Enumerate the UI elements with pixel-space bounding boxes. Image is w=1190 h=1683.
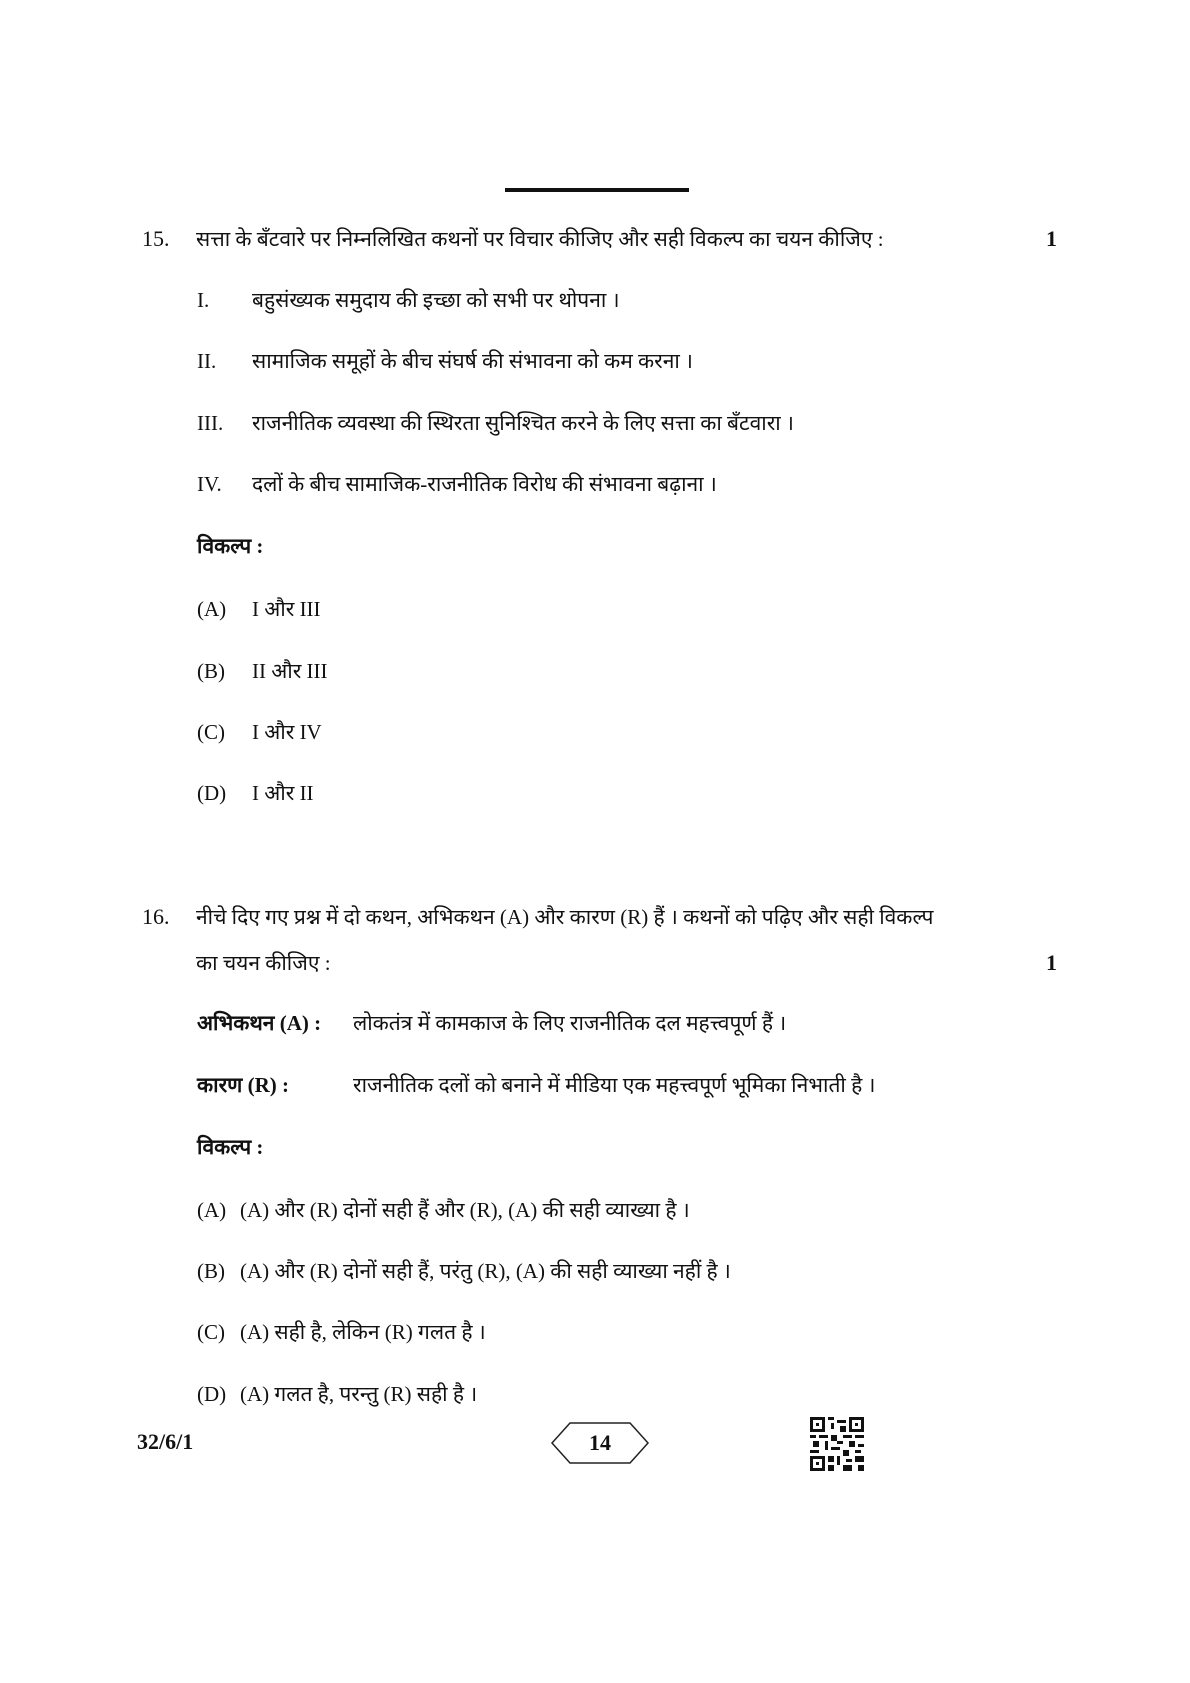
page-number-badge xyxy=(550,1422,650,1464)
option-text: II और III xyxy=(252,659,328,683)
question-number: 16. xyxy=(142,904,170,929)
question-number: 15. xyxy=(142,226,170,251)
top-divider-rule xyxy=(505,188,689,192)
option-label: (D) xyxy=(197,1382,227,1406)
statement-text: सामाजिक समूहों के बीच संघर्ष की संभावना को कम करना । xyxy=(252,349,694,373)
reason-text: राजनीतिक दलों को बनाने में मीडिया एक महत्त्वपूर्ण भूमिका निभाती है । xyxy=(353,1073,876,1097)
options-heading: विकल्प : xyxy=(197,534,264,558)
option-label: (B) xyxy=(197,659,225,683)
option-text: (A) गलत है, परन्तु (R) सही है । xyxy=(240,1382,478,1406)
option-text: (A) सही है, लेकिन (R) गलत है । xyxy=(240,1320,486,1344)
statement-label: IV. xyxy=(197,472,222,496)
option-text: I और II xyxy=(252,781,314,805)
option-label: (A) xyxy=(197,597,227,621)
statement-label: III. xyxy=(197,411,224,435)
option-text: I और III xyxy=(252,597,321,621)
option-label: (C) xyxy=(197,720,225,744)
qr-code-icon xyxy=(810,1417,864,1471)
option-label: (B) xyxy=(197,1259,225,1283)
statement-text: राजनीतिक व्यवस्था की स्थिरता सुनिश्चित करने के लिए सत्ता का बँटवारा । xyxy=(252,411,794,435)
question-text-line1: नीचे दिए गए प्रश्न में दो कथन, अभिकथन (A) और कारण (R) हैं । कथनों को पढ़िए और सही विकल्प xyxy=(196,905,934,929)
question-text: सत्ता के बँटवारे पर निम्नलिखित कथनों पर विचार कीजिए और सही विकल्प का चयन कीजिए : xyxy=(196,227,884,251)
question-text-line2: का चयन कीजिए : xyxy=(196,951,331,975)
question-marks: 1 xyxy=(1046,950,1057,975)
option-text: (A) और (R) दोनों सही हैं और (R), (A) की सही व्याख्या है । xyxy=(240,1198,690,1222)
statement-label: I. xyxy=(197,288,210,312)
option-text: (A) और (R) दोनों सही हैं, परंतु (R), (A) की सही व्याख्या नहीं है । xyxy=(240,1259,731,1283)
assertion-text: लोकतंत्र में कामकाज के लिए राजनीतिक दल महत्त्वपूर्ण हैं । xyxy=(353,1011,787,1035)
option-label: (C) xyxy=(197,1320,225,1344)
option-text: I और IV xyxy=(252,720,322,744)
reason-label: कारण (R) : xyxy=(197,1073,289,1097)
options-heading: विकल्प : xyxy=(197,1135,264,1159)
statement-label: II. xyxy=(197,349,217,373)
option-label: (A) xyxy=(197,1198,227,1222)
question-marks: 1 xyxy=(1046,226,1057,251)
page-number: 14 xyxy=(589,1430,611,1455)
paper-code: 32/6/1 xyxy=(137,1429,194,1454)
statement-text: दलों के बीच सामाजिक-राजनीतिक विरोध की संभावना बढ़ाना । xyxy=(252,472,717,496)
statement-text: बहुसंख्यक समुदाय की इच्छा को सभी पर थोपना । xyxy=(252,288,620,312)
option-label: (D) xyxy=(197,781,227,805)
assertion-label: अभिकथन (A) : xyxy=(197,1011,322,1035)
